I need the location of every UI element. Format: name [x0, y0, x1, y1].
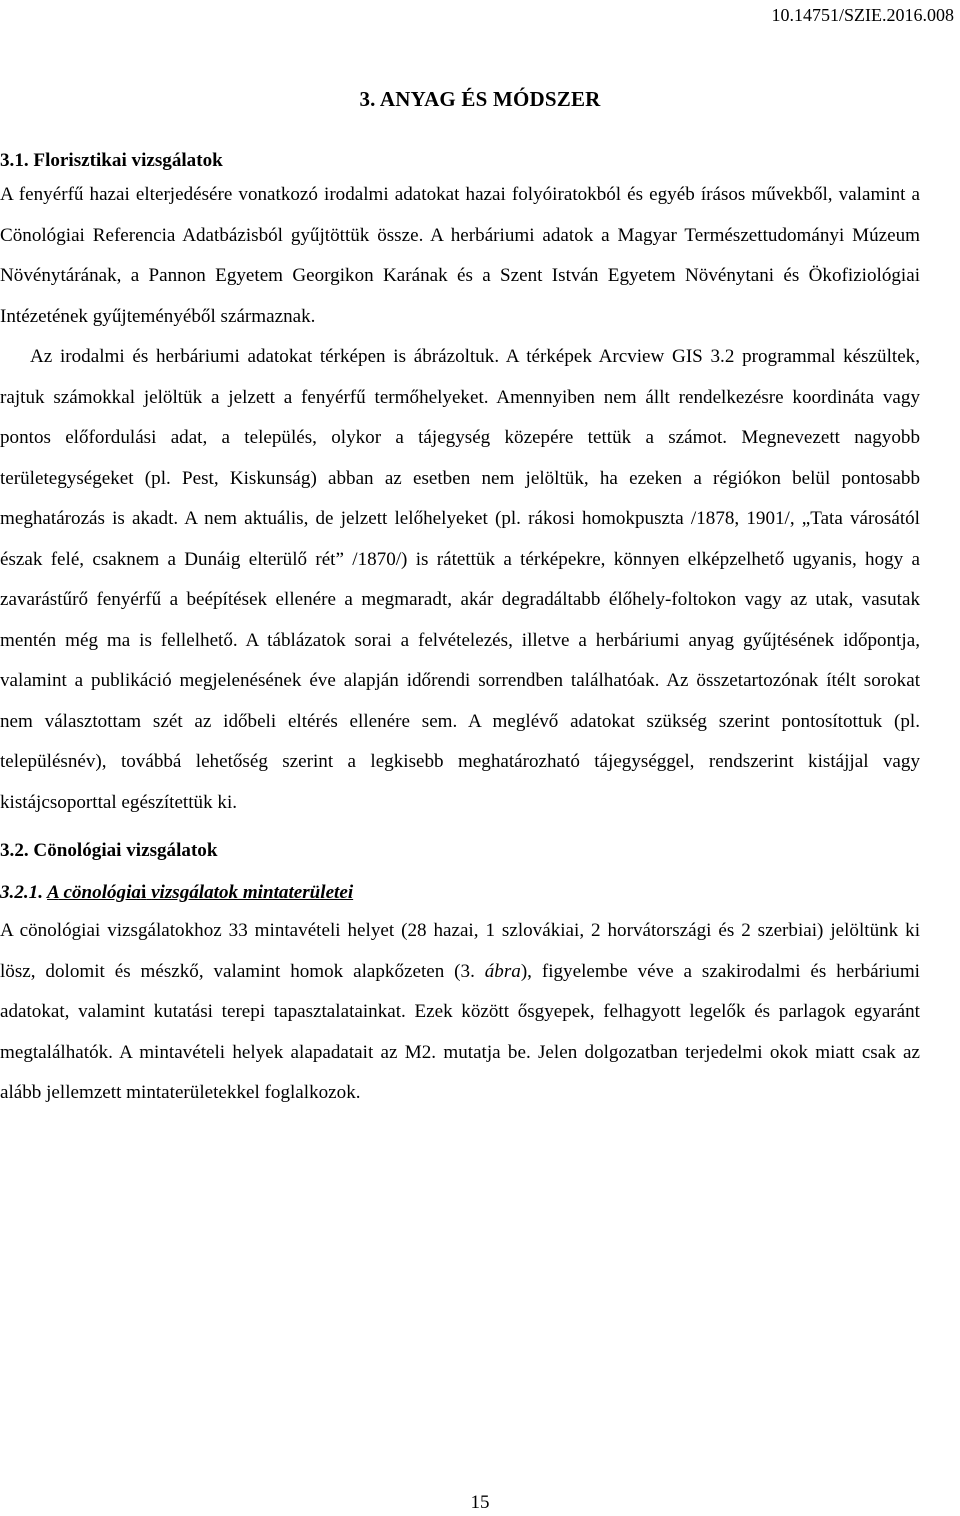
page-number: 15	[470, 1492, 490, 1513]
subsection-heading-mintateruletei	[0, 879, 920, 907]
chapter-title: 3. ANYAG ÉS MÓDSZER	[359, 87, 601, 111]
subsection-title-part-d: vizsgálatok mintaterületei	[151, 882, 354, 903]
subsection-number: 3.2.1.	[0, 882, 43, 903]
subsection-title-part-b: cönológia	[63, 882, 141, 903]
page-body	[0, 147, 920, 1114]
subsection-title-part-a: A	[47, 882, 59, 903]
section-heading-conologiai: 3.2. Cönológiai vizsgálatok	[0, 840, 218, 861]
paragraph-sampling-sites	[0, 911, 920, 1114]
section-heading-florisztikai: 3.1. Florisztikai vizsgálatok	[0, 150, 223, 171]
figure-reference: ábra	[484, 960, 521, 982]
subsection-title-part-c: i	[140, 882, 147, 903]
paragraph-sampling-sites-part-b: ), figyelembe véve a szakirodalmi és herbáriumi adatokat, valamint kutatási terepi tapasztalatainkat. Ezek között ősgyepek, felhagyott legelők és parlagok egyaránt megtalálhatók. A mintavételi helyek alapadatait az M2. mutatja be. Jelen dolgozatban terjedelmi okok miatt csak az alább jellemzett mintaterületekkel foglalkozok.	[0, 960, 920, 1103]
paragraph-sources: A fenyérfű hazai elterjedésére vonatkozó irodalmi adatokat hazai folyóiratokból és egyéb írásos művekből, valamint a Cönológiai Referencia Adatbázisból gyűjtöttük össze. A herbáriumi adatok a Magyar Természettudományi Múzeum Növénytárának, a Pannon Egyetem Georgikon Karának és a Szent István Egyetem Növénytani és Ökofiziológiai Intézetének gyűjteményéből származnak.	[0, 184, 920, 327]
doi-header: 10.14751/SZIE.2016.008	[771, 5, 954, 25]
paragraph-sampling-sites-part-a: A cönológiai vizsgálatokhoz 33 mintavételi helyet (28 hazai, 1 szlovákiai, 2 horvátországi és 2 szerbiai) jelöltünk ki lösz, dolomit és mészkő, valamint homok alapkőzeten (3.	[0, 920, 920, 982]
paragraph-maps-method: Az irodalmi és herbáriumi adatokat térképen is ábrázoltuk. A térképek Arcview GIS 3.2 programmal készültek, rajtuk számokkal jelöltük a jelzett a fenyérfű termőhelyeket. Amennyiben nem állt rendelkezésre koordináta vagy pontos előfordulási adat, a település, olykor a tájegység közepére tettük a számot. Megnevezett nagyobb területegységeket (pl. Pest, Kiskunság) abban az esetben nem jelöltük, ha ezeken a régiókon belül pontosabb meghatározás is akadt. A nem aktuális, de jelzett lelőhelyeket (pl. rákosi homokpuszta /1878, 1901/, „Tata városától észak felé, csaknem a Dunáig elterülő rét” /1870/) is rátettük a térképekre, könnyen elképzelhető ugyanis, hogy a zavarástűrő fenyérfű a beépítések ellenére a megmaradt, akár degradáltabb élőhely-foltokon vagy az utak, vasutak mentén még ma is fellelhető. A táblázatok sorai a felvételezés, illetve a herbáriumi anyag gyűjtésének időpontja, valamint a publikáció megjelenésének éve alapján időrendi sorrendben találhatóak. Az összetartozónak ítélt sorokat nem választottam szét az időbeli eltérés ellenére sem. A meglévő adatokat szükség szerint pontosítottuk (pl. településnév), továbbá lehetőség szerint a legkisebb meghatározható tájegységgel, rendszerint kistájjal vagy kistájcsoporttal egészítettük ki.	[0, 346, 920, 813]
